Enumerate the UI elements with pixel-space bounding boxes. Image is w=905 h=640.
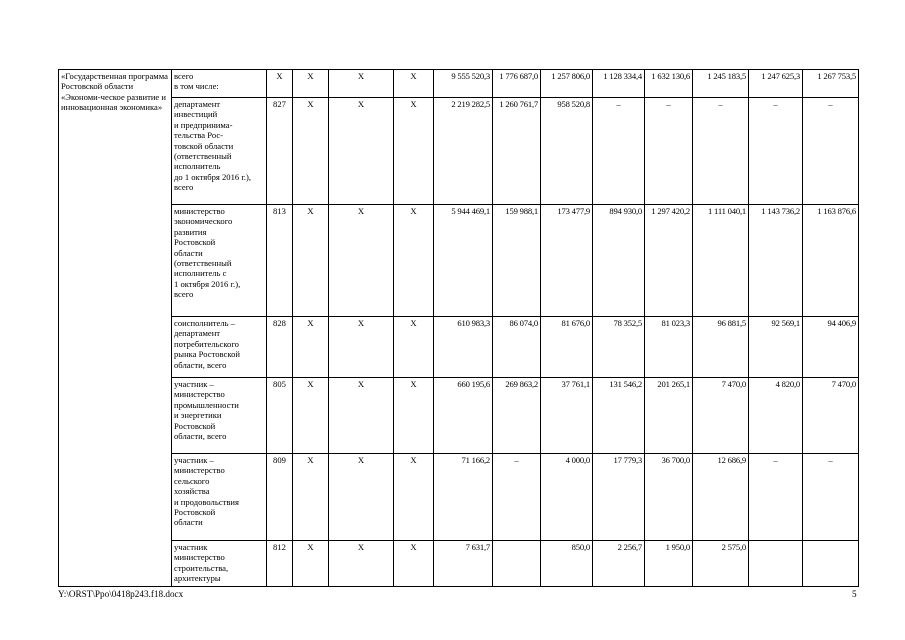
- row-label: участник – министерство сельского хозяйства и продовольствия Ростовской области: [172, 454, 267, 541]
- value-cell: 2 575,0: [693, 541, 749, 587]
- value-cell: –: [803, 454, 859, 541]
- value-cell: [803, 541, 859, 587]
- value-cell: 81 023,3: [645, 317, 693, 378]
- row-label: соисполнитель – департамент потребительского рынка Ростовской области, всего: [172, 317, 267, 378]
- value-cell: 1 245 183,5: [693, 70, 749, 98]
- value-cell: –: [749, 98, 803, 205]
- row-label: участник – министерство промышленности и энергетики Ростовской области, всего: [172, 378, 267, 454]
- x-cell: X: [394, 205, 434, 317]
- x-cell: X: [329, 98, 394, 205]
- x-cell: X: [394, 541, 434, 587]
- x-cell: X: [293, 317, 329, 378]
- value-cell: 1 163 876,6: [803, 205, 859, 317]
- table-row: [59, 541, 859, 587]
- value-cell: [749, 541, 803, 587]
- value-cell: 1 111 040,1: [693, 205, 749, 317]
- x-cell: X: [394, 70, 434, 98]
- value-cell: [493, 541, 541, 587]
- value-cell: –: [645, 98, 693, 205]
- row-label: министерство экономического развития Ростовской области (ответственный исполнитель с 1 октября 2016 г.), всего: [172, 205, 267, 317]
- value-cell: 9 555 520,3: [434, 70, 493, 98]
- value-cell: 1 267 753,5: [803, 70, 859, 98]
- value-cell: 81 676,0: [541, 317, 593, 378]
- value-cell: 2 256,7: [593, 541, 645, 587]
- value-cell: 4 000,0: [541, 454, 593, 541]
- value-cell: 131 546,2: [593, 378, 645, 454]
- x-cell: X: [394, 378, 434, 454]
- value-cell: 96 881,5: [693, 317, 749, 378]
- table-row: [59, 98, 859, 205]
- x-cell: X: [293, 541, 329, 587]
- row-label: департамент инвестиций и предпринима- тельства Рос- товской области (ответственный исполнитель до 1 октября 2016 г.), всего: [172, 98, 267, 205]
- code-cell: 828: [267, 317, 293, 378]
- value-cell: –: [693, 98, 749, 205]
- value-cell: 94 406,9: [803, 317, 859, 378]
- x-cell: X: [293, 378, 329, 454]
- value-cell: 71 166,2: [434, 454, 493, 541]
- value-cell: 1 950,0: [645, 541, 693, 587]
- table-row: [59, 454, 859, 541]
- value-cell: 958 520,8: [541, 98, 593, 205]
- x-cell: X: [394, 454, 434, 541]
- value-cell: 7 631,7: [434, 541, 493, 587]
- value-cell: 894 930,0: [593, 205, 645, 317]
- x-cell: X: [329, 454, 394, 541]
- table-row: [59, 70, 859, 98]
- value-cell: 173 477,9: [541, 205, 593, 317]
- value-cell: 78 352,5: [593, 317, 645, 378]
- x-cell: X: [329, 205, 394, 317]
- value-cell: 86 074,0: [493, 317, 541, 378]
- value-cell: 159 988,1: [493, 205, 541, 317]
- value-cell: 610 983,3: [434, 317, 493, 378]
- value-cell: 269 863,2: [493, 378, 541, 454]
- row-label: участник министерство строительства, архитектуры: [172, 541, 267, 587]
- value-cell: 1 247 625,3: [749, 70, 803, 98]
- value-cell: 92 569,1: [749, 317, 803, 378]
- code-cell: 827: [267, 98, 293, 205]
- value-cell: 1 776 687,0: [493, 70, 541, 98]
- value-cell: 1 143 736,2: [749, 205, 803, 317]
- x-cell: X: [293, 70, 329, 98]
- x-cell: X: [394, 317, 434, 378]
- value-cell: 37 761,1: [541, 378, 593, 454]
- value-cell: –: [803, 98, 859, 205]
- budget-table: [58, 69, 859, 587]
- x-cell: X: [329, 70, 394, 98]
- table-row: [59, 317, 859, 378]
- value-cell: 7 470,0: [693, 378, 749, 454]
- value-cell: 850,0: [541, 541, 593, 587]
- table-row: [59, 205, 859, 317]
- page-number: 5: [852, 589, 857, 599]
- program-name-cell: «Государственная программа Ростовской области «Экономи-ческое развитие и инновационная экономика»: [59, 70, 172, 587]
- code-cell: 809: [267, 454, 293, 541]
- code-cell: 805: [267, 378, 293, 454]
- value-cell: 660 195,6: [434, 378, 493, 454]
- value-cell: 5 944 469,1: [434, 205, 493, 317]
- file-path-footer: Y:\ORST\Ppo\0418p243.f18.docx: [58, 589, 184, 599]
- value-cell: –: [749, 454, 803, 541]
- table-row: [59, 378, 859, 454]
- x-cell: X: [329, 378, 394, 454]
- value-cell: 201 265,1: [645, 378, 693, 454]
- x-cell: X: [293, 205, 329, 317]
- value-cell: 1 257 806,0: [541, 70, 593, 98]
- value-cell: 1 260 761,7: [493, 98, 541, 205]
- value-cell: 17 779,3: [593, 454, 645, 541]
- value-cell: 2 219 282,5: [434, 98, 493, 205]
- value-cell: 36 700,0: [645, 454, 693, 541]
- x-cell: X: [293, 454, 329, 541]
- x-cell: X: [394, 98, 434, 205]
- value-cell: –: [593, 98, 645, 205]
- value-cell: 1 632 130,6: [645, 70, 693, 98]
- code-cell: 813: [267, 205, 293, 317]
- x-cell: X: [329, 317, 394, 378]
- value-cell: 1 297 420,2: [645, 205, 693, 317]
- value-cell: 12 686,9: [693, 454, 749, 541]
- code-cell: X: [267, 70, 293, 98]
- code-cell: 812: [267, 541, 293, 587]
- value-cell: 7 470,0: [803, 378, 859, 454]
- value-cell: 1 128 334,4: [593, 70, 645, 98]
- row-label: всего в том числе:: [172, 70, 267, 98]
- value-cell: 4 820,0: [749, 378, 803, 454]
- x-cell: X: [293, 98, 329, 205]
- x-cell: X: [329, 541, 394, 587]
- value-cell: –: [493, 454, 541, 541]
